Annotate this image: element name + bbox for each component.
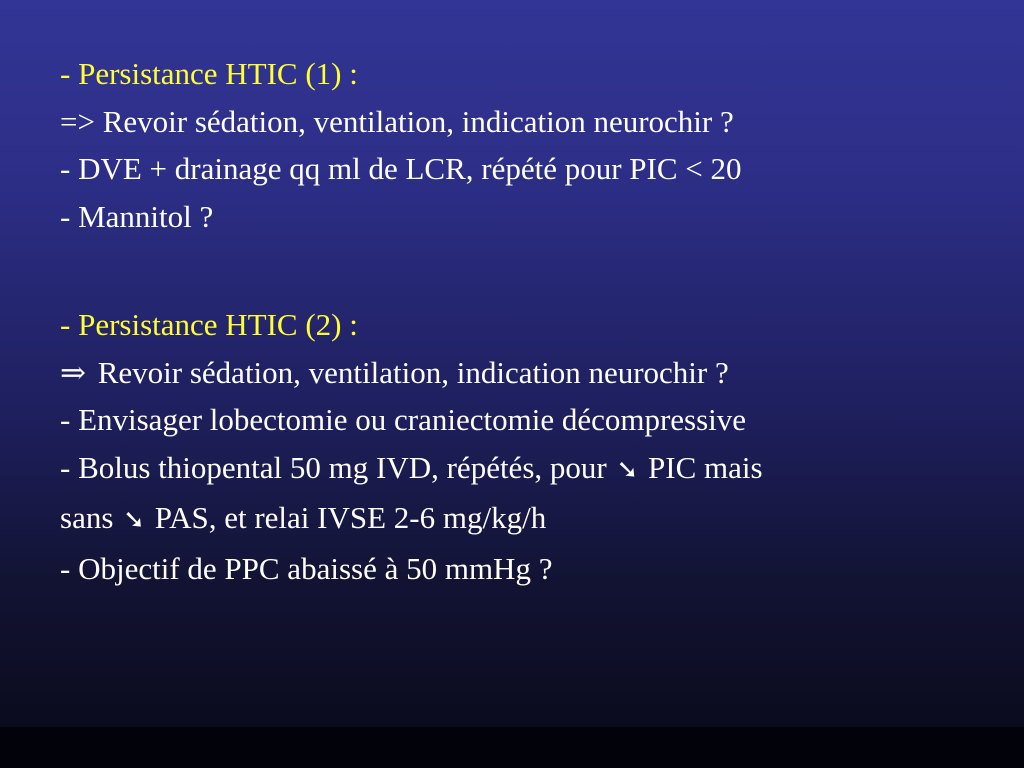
implies-arrow-icon: ⇒ (60, 354, 86, 390)
section-1-line-2: - DVE + drainage qq ml de LCR, répété pour PIC < 20 (60, 151, 742, 186)
section-2-line-3-text-a: - Bolus thiopental 50 mg IVD, répétés, pour (60, 449, 607, 485)
bottom-strip (0, 727, 1024, 768)
section-1-line-1: => Revoir sédation, ventilation, indication neurochir ? (60, 103, 734, 139)
section-2-line-1 (60, 349, 980, 397)
decrease-arrow-icon: ➘ (616, 454, 639, 485)
section-1-line-3: - Mannitol ? (60, 198, 214, 234)
section-2-line-3-text-b: PIC mais (648, 449, 763, 485)
section-2-line-4-text-a: sans (60, 500, 114, 535)
section-1-heading: - Persistance HTIC (1) : (60, 56, 358, 91)
section-htic-2 (60, 301, 980, 592)
section-2-line-5: - Objectif de PPC abaissé à 50 mmHg ? (60, 550, 553, 586)
decrease-arrow-icon: ➘ (123, 505, 145, 535)
section-2-line-1-text: Revoir sédation, ventilation, indication neurochir ? (97, 354, 729, 390)
section-2-line-4 (60, 494, 980, 545)
section-2-line-3 (60, 444, 980, 495)
section-2-line-2: - Envisager lobectomie ou craniectomie décompressive (60, 402, 747, 437)
section-htic-1 (60, 50, 980, 240)
section-2-line-4-text-b: PAS, et relai IVSE 2-6 mg/kg/h (154, 500, 547, 535)
section-2-heading: - Persistance HTIC (2) : (60, 307, 358, 342)
